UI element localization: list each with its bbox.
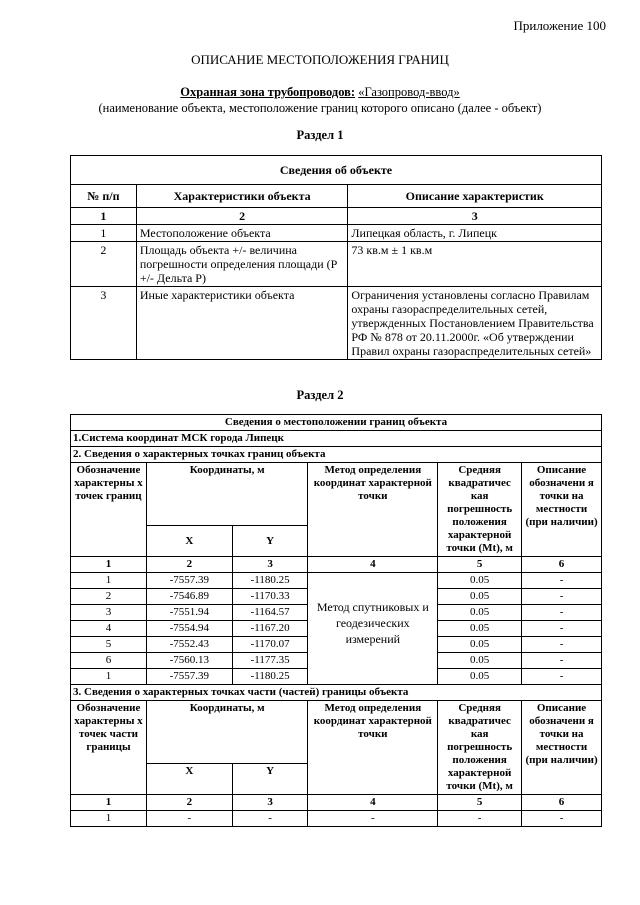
point-error: 0.05 [438, 589, 522, 605]
point-error: 0.05 [438, 605, 522, 621]
row-name: Местоположение объекта [136, 225, 348, 242]
col-num-2: 2 [136, 208, 348, 225]
table-row [71, 573, 602, 589]
part3-title: 3. Сведения о характерных точках части (частей) границы объекта [71, 685, 602, 701]
method-cell: Метод спутниковых и геодезических измерений [308, 573, 438, 685]
point-number: 1 [71, 573, 147, 589]
point-number: 4 [71, 621, 147, 637]
point-desc: - [522, 637, 602, 653]
col-num-3: 3 [232, 557, 308, 573]
row-value: 73 кв.м ± 1 кв.м [348, 242, 602, 287]
point-desc: - [522, 653, 602, 669]
row-value: Ограничения установлены согласно Правилам охраны газораспределительных сетей, утвержденных Постановлением Правительства РФ № 878 от 20.11.2000г. «Об утверждении Правил охраны газораспределительных сетей» [348, 287, 602, 360]
table2-title: Сведения о местоположении границ объекта [71, 415, 602, 431]
part-point-method: - [308, 811, 438, 827]
part-point-number: 1 [71, 811, 147, 827]
col-error-header-2: Средняя квадратичес кая погрешность положения характерной точки (Mt), м [438, 701, 522, 795]
table-row [71, 225, 602, 242]
col-num-3: 3 [348, 208, 602, 225]
table-row [71, 242, 602, 287]
col-point-part-header: Обозначение характерны х точек части границы [71, 701, 147, 795]
col-coords-header: Координаты, м [146, 463, 308, 526]
point-number: 6 [71, 653, 147, 669]
col-error-header: Средняя квадратичес кая погрешность положения характерной точки (Mt), м [438, 463, 522, 557]
point-y: -1180.25 [232, 669, 308, 685]
point-x: -7552.43 [146, 637, 232, 653]
coord-system: 1.Система координат МСК города Липецк [71, 431, 602, 447]
col-point-header: Обозначение характерны х точек границ [71, 463, 147, 557]
object-note: (наименование объекта, местоположение границ которого описано (далее - объект) [98, 101, 542, 115]
table1-title: Сведения об объекте [71, 156, 602, 185]
row-name: Площадь объекта +/- величина погрешности определения площади (P +/- Дельта P) [136, 242, 348, 287]
col-characteristic-header: Характеристики объекта [136, 185, 348, 208]
point-x: -7557.39 [146, 669, 232, 685]
col-num-1: 1 [71, 795, 147, 811]
row-number: 3 [71, 287, 137, 360]
col-desc-header: Описание обозначени я точки на местности (при наличии) [522, 463, 602, 557]
object-name: «Газопровод-ввод» [358, 85, 460, 99]
object-heading [0, 84, 640, 116]
section1-title: Раздел 1 [296, 128, 344, 142]
col-y-header: Y [232, 526, 308, 557]
part2-title: 2. Сведения о характерных точках границ объекта [71, 447, 602, 463]
point-y: -1164.57 [232, 605, 308, 621]
col-num-2: 2 [146, 795, 232, 811]
point-number: 5 [71, 637, 147, 653]
point-error: 0.05 [438, 669, 522, 685]
col-num-4: 4 [308, 795, 438, 811]
point-error: 0.05 [438, 637, 522, 653]
point-number: 3 [71, 605, 147, 621]
object-info-table [70, 155, 602, 360]
col-num-4: 4 [308, 557, 438, 573]
point-x: -7546.89 [146, 589, 232, 605]
point-desc: - [522, 589, 602, 605]
point-x: -7554.94 [146, 621, 232, 637]
point-number: 1 [71, 669, 147, 685]
row-name: Иные характеристики объекта [136, 287, 348, 360]
row-number: 2 [71, 242, 137, 287]
point-x: -7557.39 [146, 573, 232, 589]
point-error: 0.05 [438, 621, 522, 637]
col-x-header: X [146, 526, 232, 557]
col-description-header: Описание характеристик [348, 185, 602, 208]
point-error: 0.05 [438, 573, 522, 589]
row-number: 1 [71, 225, 137, 242]
table-row [71, 287, 602, 360]
point-x: -7551.94 [146, 605, 232, 621]
col-y-header-2: Y [232, 764, 308, 795]
col-x-header-2: X [146, 764, 232, 795]
boundary-table [70, 414, 602, 827]
point-y: -1180.25 [232, 573, 308, 589]
point-desc: - [522, 573, 602, 589]
col-coords-header-2: Координаты, м [146, 701, 308, 764]
point-y: -1170.07 [232, 637, 308, 653]
point-desc: - [522, 605, 602, 621]
point-desc: - [522, 621, 602, 637]
point-desc: - [522, 669, 602, 685]
page-title: ОПИСАНИЕ МЕСТОПОЛОЖЕНИЯ ГРАНИЦ [191, 52, 449, 67]
col-method-header: Метод определения координат характерной точки [308, 463, 438, 557]
col-method-header-2: Метод определения координат характерной точки [308, 701, 438, 795]
part-point-desc: - [522, 811, 602, 827]
col-num-2: 2 [146, 557, 232, 573]
col-num-6: 6 [522, 557, 602, 573]
col-number-header: № п/п [71, 185, 137, 208]
col-num-5: 5 [438, 557, 522, 573]
point-number: 2 [71, 589, 147, 605]
col-desc-header-2: Описание обозначени я точки на местности (при наличии) [522, 701, 602, 795]
part-point-y: - [232, 811, 308, 827]
point-x: -7560.13 [146, 653, 232, 669]
table-row [71, 811, 602, 827]
object-label: Охранная зона трубопроводов: [180, 85, 356, 99]
part-point-x: - [146, 811, 232, 827]
col-num-3: 3 [232, 795, 308, 811]
part-point-error: - [438, 811, 522, 827]
row-value: Липецкая область, г. Липецк [348, 225, 602, 242]
col-num-5: 5 [438, 795, 522, 811]
point-y: -1177.35 [232, 653, 308, 669]
point-error: 0.05 [438, 653, 522, 669]
point-y: -1170.33 [232, 589, 308, 605]
col-num-1: 1 [71, 557, 147, 573]
appendix-label: Приложение 100 [513, 18, 606, 33]
col-num-1: 1 [71, 208, 137, 225]
col-num-6: 6 [522, 795, 602, 811]
point-y: -1167.20 [232, 621, 308, 637]
section2-title: Раздел 2 [296, 388, 344, 402]
